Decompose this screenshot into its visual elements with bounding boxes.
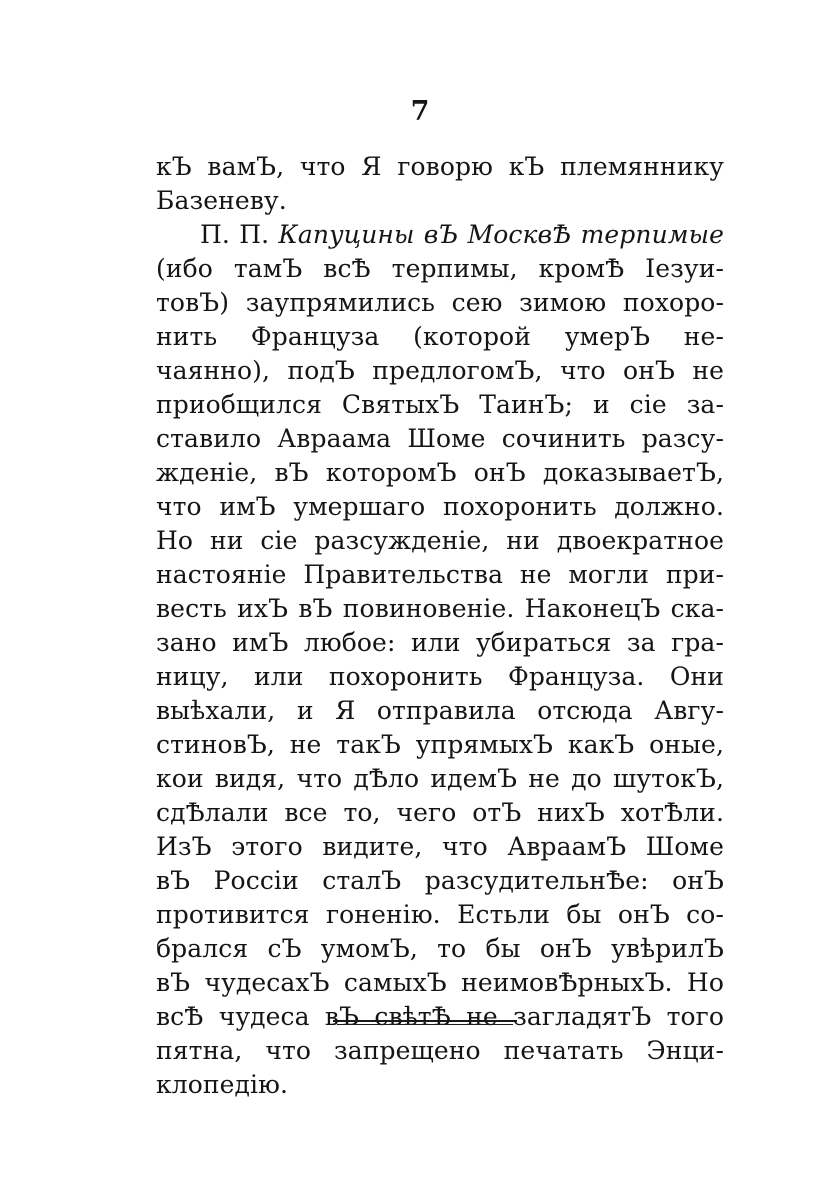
text-line: жденіе, вЪ которомЪ онЪ доказываетЪ, [156, 458, 724, 487]
italic-phrase: Капуцины вЪ МосквѢ терпимые [278, 220, 724, 249]
text-line: брался сЪ умомЪ, то бы онЪ увѣрилЪ [156, 934, 724, 963]
text-line: пятна, что запрещено печатать Энци- [156, 1036, 724, 1065]
text-line: что имЪ умершаго похоронить должно. [156, 492, 724, 521]
text-line: стиновЪ, не такЪ упрямыхЪ какЪ оные, [156, 730, 724, 759]
text-line: весть ихЪ вЪ повиновеніе. НаконецЪ ска- [156, 594, 724, 623]
text-line: сдѢлали все то, чего отЪ нихЪ хотѢли. [156, 798, 724, 827]
paragraph-opening-line [156, 218, 724, 252]
text-line: зано имЪ любое: или убираться за гра- [156, 628, 724, 657]
body-text [156, 150, 724, 1102]
text-line: Но ни сіе разсужденіе, ни двоекратное [156, 526, 724, 555]
text-line: ставило Авраама Шоме сочинить разсу- [156, 424, 724, 453]
section-divider-rule [333, 1020, 517, 1022]
text-line: Базеневу. [156, 186, 287, 215]
text-line: всѢ чудеса вЪ свѣтѢ не загладятЪ того [156, 1002, 724, 1031]
text-line: товЪ) заупрямились сею зимою похоро- [156, 288, 724, 317]
text-line: вЪ чудесахЪ самыхЪ неимовѢрныхЪ. Но [156, 968, 724, 997]
text-line: нить Француза (которой умерЪ не- [156, 322, 724, 351]
text-line: выѣхали, и Я отправила отсюда Авгу- [156, 696, 724, 725]
text-line: вЪ Россіи сталЪ разсудительнѢе: онЪ [156, 866, 724, 895]
text-line: настояніе Правительства не могли при- [156, 560, 724, 589]
text-line: приобщился СвятыхЪ ТаинЪ; и сіе за- [156, 390, 724, 419]
text-line: (ибо тамЪ всѢ терпимы, кромѢ Іезуи- [156, 254, 724, 283]
text-line: ницу, или похоронить Француза. Они [156, 662, 724, 691]
text-line: ИзЪ этого видите, что АвраамЪ Шоме [156, 832, 724, 861]
page-number: 7 [410, 96, 430, 127]
text-line: чаянно), подЪ предлогомЪ, что онЪ не [156, 356, 724, 385]
text-line: кои видя, что дѢло идемЪ не до шутокЪ, [156, 764, 724, 793]
text-line: клопедію. [156, 1070, 289, 1099]
text-line: противится гоненію. Естьли бы онЪ со- [156, 900, 724, 929]
text-line: кЪ вамЪ, что Я говорю кЪ племяннику [156, 152, 724, 181]
paragraph-lead: П. П. [200, 220, 270, 249]
